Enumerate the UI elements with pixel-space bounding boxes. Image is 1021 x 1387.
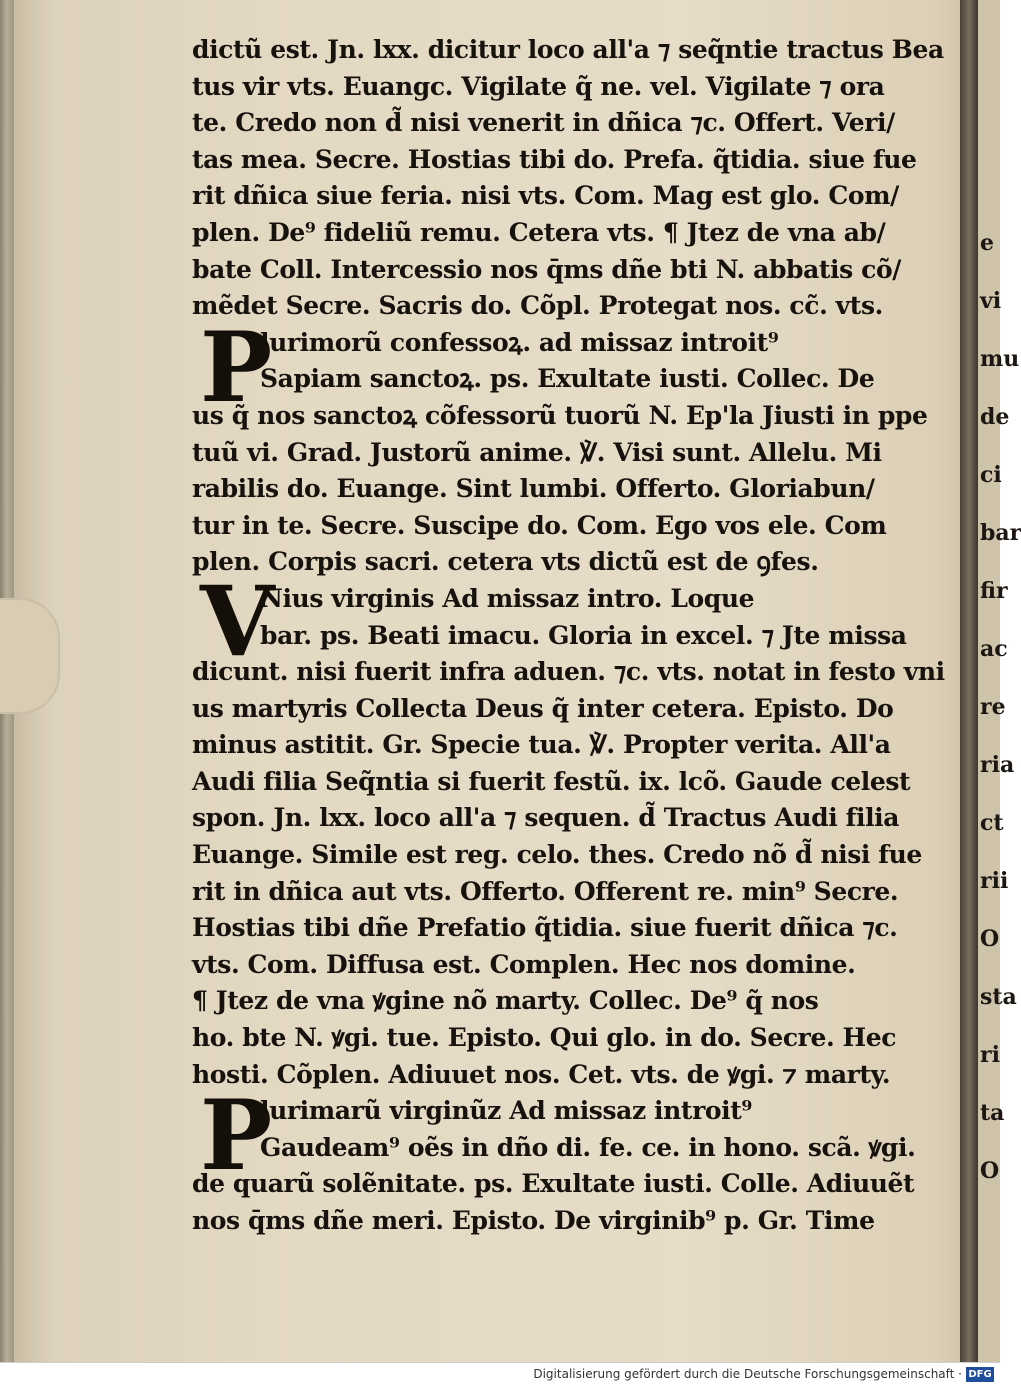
text-line: vts. Com. Diffusa est. Complen. Hec nos domine. xyxy=(192,949,856,979)
next-page-fragment: de xyxy=(980,404,1010,430)
book-gutter xyxy=(960,0,978,1362)
dropcap-v: V xyxy=(200,564,275,678)
text-line: tas mea. Secre. Hostias tibi do. Prefa. q̃tidia. siue fue xyxy=(192,144,917,174)
text-line: us martyris Collecta Deus q̃ inter cetera. Episto. Do xyxy=(192,693,894,723)
dropcap-p2: P xyxy=(200,1079,273,1193)
text-line: tur in te. Secre. Suscipe do. Com. Ego vos ele. Com xyxy=(192,510,887,540)
text-line: ho. bte N. ꝟgi. tue. Episto. Qui glo. in do. Secre. Hec xyxy=(192,1023,897,1053)
dfg-logo: DFG xyxy=(966,1367,994,1382)
next-page-fragment: rii xyxy=(980,868,1009,894)
next-page-fragment: ta xyxy=(980,1100,1005,1126)
text-line: te. Credo non d̃ nisi venerit in dñica ⁊c. Offert. Veri/ xyxy=(192,108,895,138)
next-page-fragment: fir xyxy=(980,578,1008,604)
text-line: us q̃ nos sanctoꝝ cõfessorũ tuorũ N. Ep'la Jiusti in ppe xyxy=(192,400,928,430)
section-4 xyxy=(192,1079,952,1239)
section-3-heading: Nius virginis Ad missaz intro. Loque xyxy=(260,583,755,613)
next-page-edge xyxy=(978,0,1021,1362)
text-line: tuũ vi. Grad. Justorũ anime. ℣. Visi sunt. Allelu. Mi xyxy=(192,437,882,467)
section-2 xyxy=(192,310,952,581)
text-line: spon. Jn. lxx. loco all'a ⁊ sequen. d̃ Tractus Audi filia xyxy=(192,803,900,833)
text-line: rit in dñica aut vts. Offerto. Offerent re. min⁹ Secre. xyxy=(192,876,899,906)
text-line: de quarũ solẽnitate. ps. Exultate iusti. Colle. Adiuuẽt xyxy=(192,1169,915,1199)
text-line: Sapiam sanctoꝝ. ps. Exultate iusti. Collec. De xyxy=(260,364,875,394)
scanner-clasp xyxy=(0,598,60,714)
next-page-fragment: e xyxy=(980,230,994,256)
text-line: plen. Corpis sacri. cetera vts dictũ est de ꝯfes. xyxy=(192,547,819,577)
section-2-body xyxy=(192,361,952,581)
footer-bar xyxy=(0,1362,1000,1387)
next-page-fragment: vi xyxy=(980,288,1002,314)
text-line: rabilis do. Euange. Sint lumbi. Offerto. Gloriabun/ xyxy=(192,474,875,504)
text-line: tus vir vts. Euangc. Vigilate q̃ ne. vel. Vigilate ⁊ ora xyxy=(192,71,885,101)
text-line: minus astitit. Gr. Specie tua. ℣. Propter verita. All'a xyxy=(192,730,891,760)
next-page-fragment: bar xyxy=(980,520,1021,546)
section-1 xyxy=(192,32,952,325)
section-2-heading: lurimorũ confessoꝝ. ad missaz introit⁹ xyxy=(260,327,779,357)
text-line: Hostias tibi dñe Prefatio q̃tidia. siue fuerit dñica ⁊c. xyxy=(192,913,898,943)
next-page-fragment: O xyxy=(980,1158,1000,1184)
text-line: ¶ Jtez de vna ꝟgine nõ marty. Collec. De⁹ q̃ nos xyxy=(192,986,819,1016)
text-line: mẽdet Secre. Sacris do. Cõpl. Protegat nos. cc̃. vts. xyxy=(192,291,883,321)
text-line: rit dñica siue feria. nisi vts. Com. Mag est glo. Com/ xyxy=(192,181,899,211)
text-line: nos q̄ms dñe meri. Episto. De virginib⁹ p. Gr. Time xyxy=(192,1206,875,1235)
next-page-fragment: ct xyxy=(980,810,1004,836)
text-line: dictũ est. Jn. lxx. dicitur loco all'a ⁊ seq̃ntie tractus Bea xyxy=(192,35,944,64)
section-3-body xyxy=(192,618,952,1094)
next-page-fragment: ri xyxy=(980,1042,1000,1068)
dropcap-p: P xyxy=(200,310,273,424)
text-line: bate Coll. Intercessio nos q̄ms dñe bti N. abbatis cõ/ xyxy=(192,254,901,284)
text-line: Euange. Simile est reg. celo. thes. Credo nõ d̃ nisi fue xyxy=(192,840,922,870)
next-page-fragment: ria xyxy=(980,752,1015,778)
section-4-body xyxy=(192,1130,952,1240)
next-page-fragment: O xyxy=(980,926,1000,952)
next-page-fragment: ci xyxy=(980,462,1002,488)
text-line: plen. De⁹ fideliũ remu. Cetera vts. ¶ Jtez de vna ab/ xyxy=(192,217,886,247)
next-page-fragment: mu xyxy=(980,346,1020,372)
next-page-fragment: ac xyxy=(980,636,1008,662)
text-line: Gaudeam⁹ oẽs in dño di. fe. ce. in hono. scã. ꝟgi. xyxy=(260,1132,916,1162)
section-3 xyxy=(192,564,952,1093)
text-line: Audi filia Seq̃ntia si fuerit festũ. ix. lcõ. Gaude celest xyxy=(192,766,911,796)
text-line: hosti. Cõplen. Adiuuet nos. Cet. vts. de ꝟgi. ⁊ marty. xyxy=(192,1059,891,1089)
next-page-fragment: sta xyxy=(980,984,1017,1010)
text-line: dicunt. nisi fuerit infra aduen. ⁊c. vts. notat in festo vni xyxy=(192,657,945,687)
text-line: bar. ps. Beati imacu. Gloria in excel. ⁊ Jte missa xyxy=(260,620,907,650)
next-page-fragment: re xyxy=(980,694,1006,720)
book-page xyxy=(14,0,976,1362)
footer-credit: Digitalisierung gefördert durch die Deutsche Forschungsgemeinschaft · xyxy=(533,1367,962,1381)
section-4-heading: lurimarũ virginũz Ad missaz introit⁹ xyxy=(260,1096,752,1126)
page-text-block xyxy=(192,32,952,1240)
